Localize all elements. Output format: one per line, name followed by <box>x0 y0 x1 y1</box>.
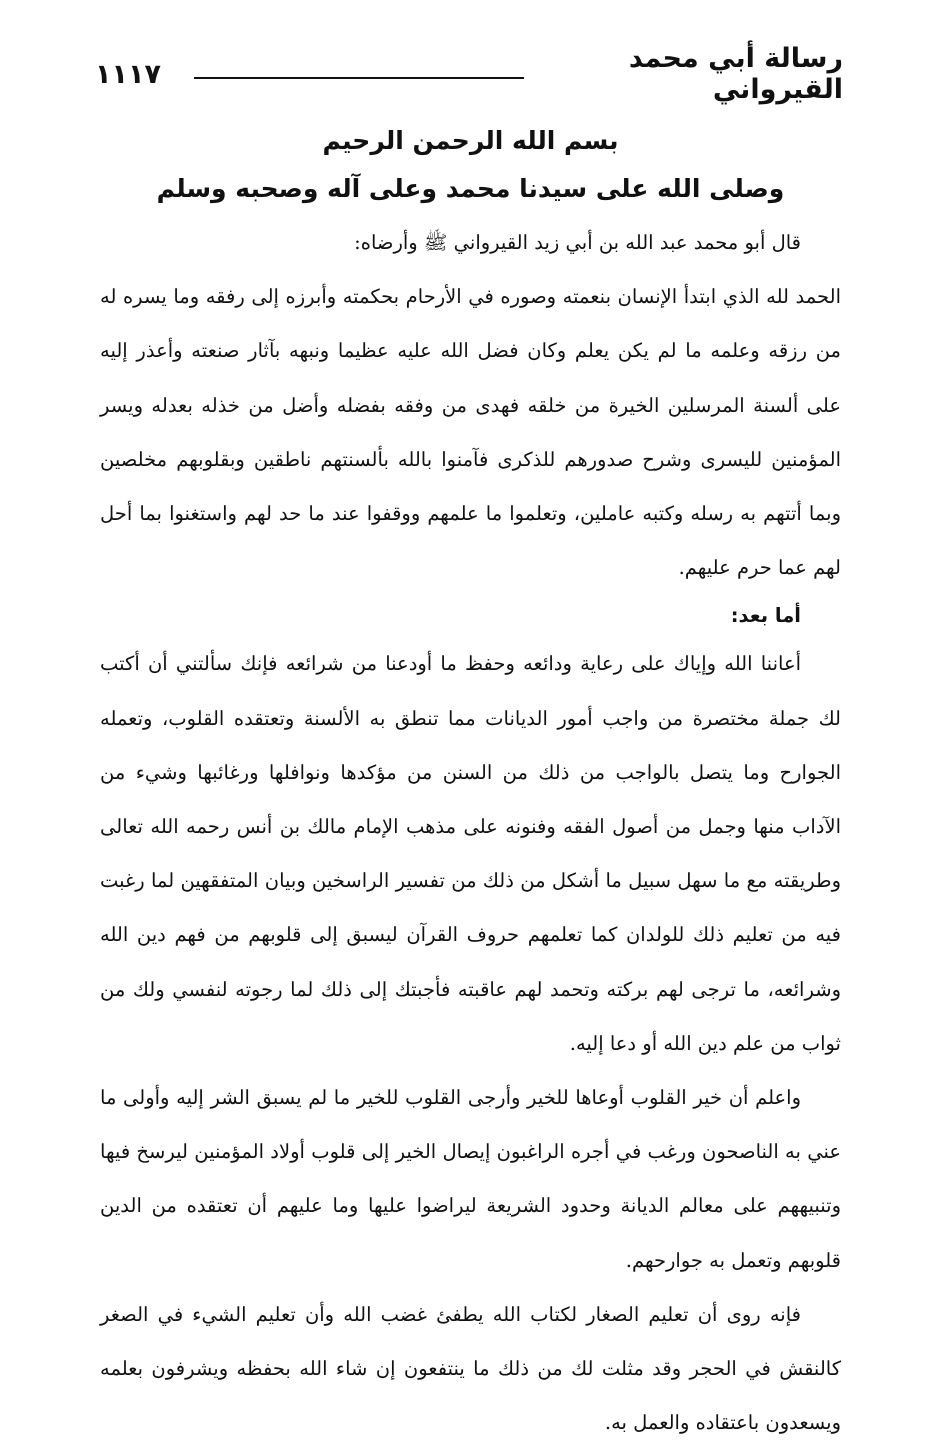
running-header <box>95 43 843 105</box>
page-number: ١١١٧ <box>95 58 161 90</box>
paragraph-hearts: واعلم أن خير القلوب أوعاها للخير وأرجى القلوب للخير ما لم يسبق الشر إليه وأولى ما عني به الناصحون ورغب في أجره الراغبون إيصال الخير إلى قلوب أولاد المؤمنين ليرسخ فيها وتنبيههم على معالم الديانة وحدود الشريعة ليراضوا عليها وما عليهم أن تعتقده من الدين قلوبهم وتعمل به جوارحهم. <box>100 1086 841 1272</box>
amma-baad-heading: أما بعد: <box>730 604 801 628</box>
paragraph-teaching: فإنه روى أن تعليم الصغار لكتاب الله يطفئ غضب الله وأن تعليم الشيء في الصغر كالنقش في الحجر وقد مثلت لك من ذلك ما ينتفعون إن شاء الله بحفظه ويشرفون بعلمه ويسعدون باعتقاده والعمل به. <box>100 1302 841 1435</box>
book-title: رسالة أبي محمد القيرواني <box>628 43 843 105</box>
header-rule <box>194 77 524 79</box>
salawat-heading: وصلى الله على سيدنا محمد وعلى آله وصحبه وسلم <box>156 174 785 203</box>
paragraph-request: أعاننا الله وإياك على رعاية ودائعه وحفظ ما أودعنا من شرائعه فإنك سألتني أن أكتب لك جملة مختصرة من واجب أمور الديانات مما تنطق به الألسنة وتعتقده القلوب، وتعمله الجوارح وما يتصل بالواجب من ذلك من السنن من مؤكدها ونوافلها ورغائبها وشيء من الآداب منها وجمل من أصول الفقه وفنونه على مذهب الإمام مالك بن أنس رحمه الله تعالى وطريقته مع ما سهل سبيل ما أشكل من ذلك من تفسير الراسخين وبيان المتفقهين لما رغبت فيه من تعليم ذلك للولدان كما تعلمهم حروف القرآن ليسبق إلى قلوبهم من فهم دين الله وشرائعه، ما ترجى لهم بركته وتحمد لهم عاقبته فأجبتك إلى ذلك لما رجوته لنفسي ولك من ثواب من علم دين الله أو دعا إليه. <box>100 652 841 1055</box>
paragraph-hamd: الحمد لله الذي ابتدأ الإنسان بنعمته وصوره في الأرحام بحكمته وأبرزه إلى رفقه وما يسره له من رزقه وعلمه ما لم يكن يعلم وكان فضل الله عليه عظيما ونبهه بآثار صنعته وأعذر إليه على ألسنة المرسلين الخيرة من خلقه فهدى من وفقه بفضله وأضل من خذله بعدله ويسر المؤمنين لليسرى وشرح صدورهم للذكرى فآمنوا بالله بألسنتهم ناطقين وبقلوبهم مخلصين وبما أتتهم به رسله وكتبه عاملين، وتعلموا ما علمهم ووقفوا عند ما حد لهم واستغنوا بما أحل لهم عما حرم عليهم. <box>100 285 842 580</box>
page-content <box>100 118 841 1450</box>
basmala-heading: بسم الله الرحمن الرحيم <box>322 126 619 155</box>
intro-line: قال أبو محمد عبد الله بن أبي زيد القيرواني ﷺ وأرضاه: <box>354 231 801 254</box>
